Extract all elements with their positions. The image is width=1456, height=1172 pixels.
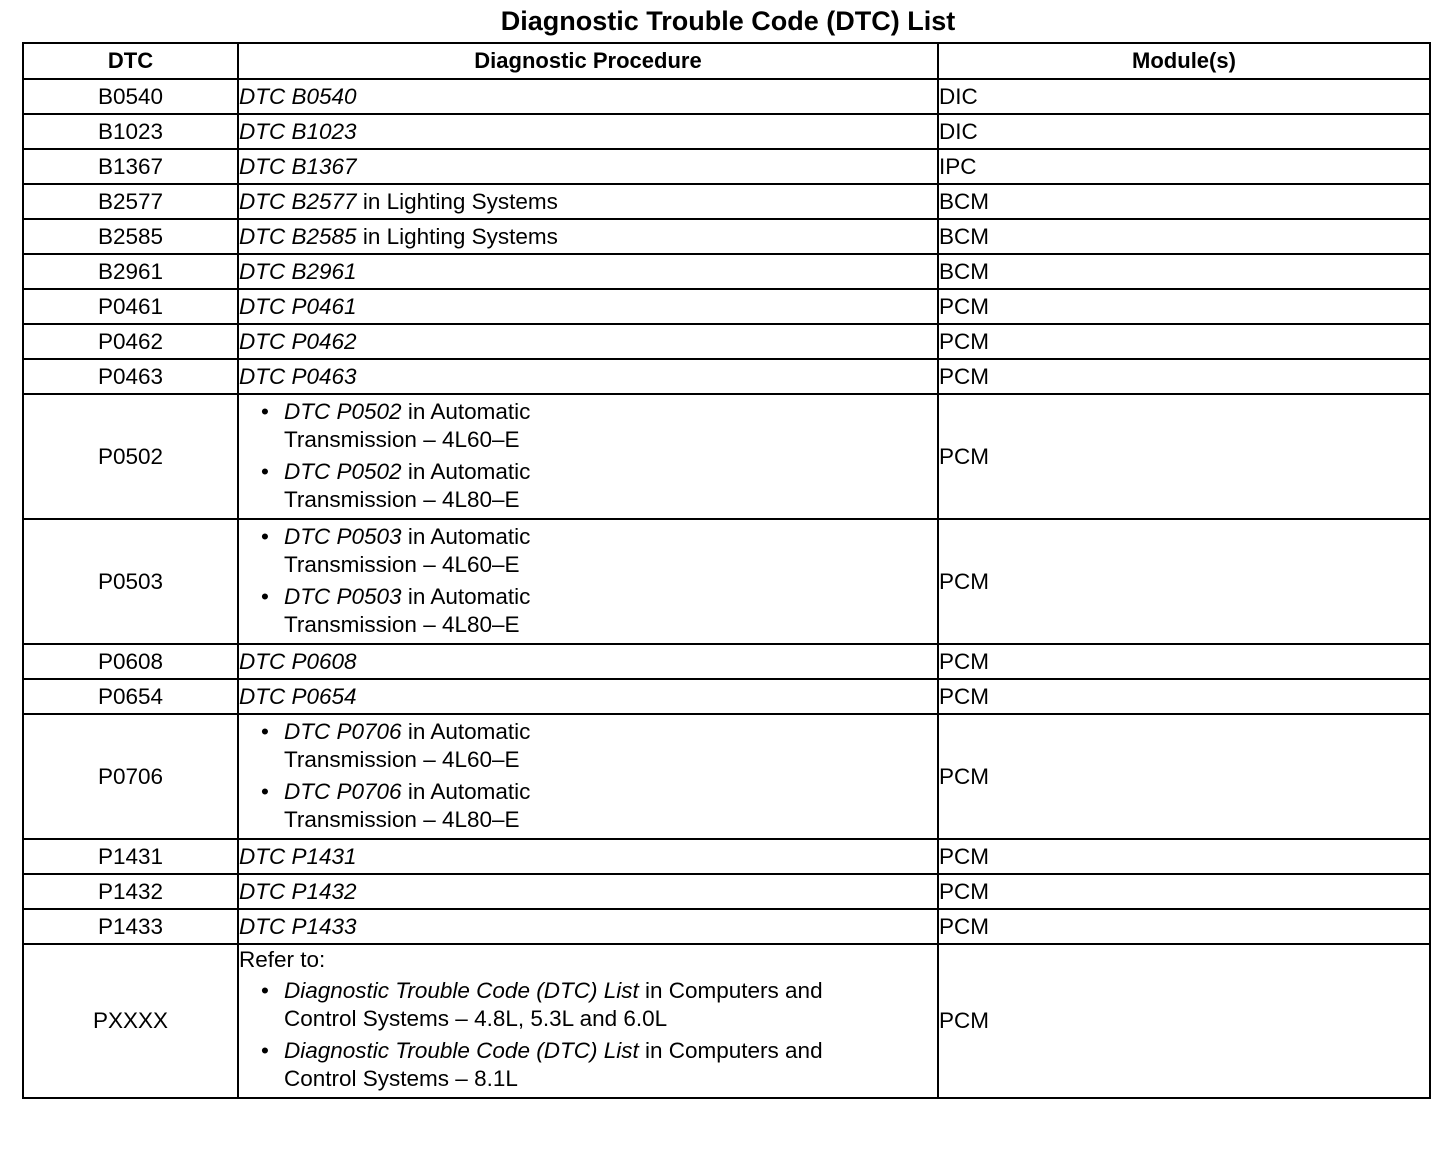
- procedure-cell: [238, 909, 938, 944]
- dtc-code: P0463: [23, 359, 238, 394]
- dtc-code: PXXXX: [23, 944, 238, 1098]
- procedure-cell: [238, 254, 938, 289]
- procedure-link[interactable]: DTC P0502: [284, 399, 402, 424]
- table-row: [23, 944, 1430, 1098]
- module-cell: BCM: [938, 219, 1430, 254]
- module-cell: DIC: [938, 79, 1430, 114]
- procedure-link[interactable]: DTC P1431: [239, 843, 357, 869]
- procedure-cell: [238, 679, 938, 714]
- list-item: • Diagnostic Trouble Code (DTC) List in Computers and Control Systems – 4.8L, 5.3L and 6.0L: [239, 977, 937, 1033]
- module-cell: PCM: [938, 839, 1430, 874]
- procedure-cell: [238, 114, 938, 149]
- dtc-code: P1433: [23, 909, 238, 944]
- procedure-link[interactable]: DTC B0540: [239, 83, 357, 109]
- procedure-link[interactable]: Diagnostic Trouble Code (DTC) List: [284, 1037, 639, 1063]
- module-cell: PCM: [938, 679, 1430, 714]
- procedure-link[interactable]: DTC P1433: [239, 913, 357, 939]
- table-row: [23, 254, 1430, 289]
- page-title: Diagnostic Trouble Code (DTC) List: [500, 6, 956, 36]
- procedure-cell: [238, 394, 938, 519]
- header-dtc: DTC: [23, 43, 238, 79]
- module-cell: PCM: [938, 289, 1430, 324]
- procedure-link[interactable]: DTC P0706: [284, 719, 402, 744]
- dtc-table: [22, 42, 1431, 1099]
- list-item: • Diagnostic Trouble Code (DTC) List in Computers and Control Systems – 8.1L: [239, 1037, 937, 1093]
- dtc-code: P0461: [23, 289, 238, 324]
- list-item: • DTC P0706 in Automatic Transmission – 4L80–E: [239, 778, 937, 834]
- procedure-link[interactable]: DTC B1023: [239, 118, 357, 144]
- procedure-suffix: in Lighting Systems: [362, 188, 558, 214]
- table-row: [23, 909, 1430, 944]
- procedure-cell: [238, 219, 938, 254]
- module-cell: PCM: [938, 394, 1430, 519]
- procedure-link[interactable]: DTC P0461: [239, 293, 357, 319]
- dtc-code: B2961: [23, 254, 238, 289]
- dtc-code: P0503: [23, 519, 238, 644]
- table-row: [23, 184, 1430, 219]
- table-row: [23, 874, 1430, 909]
- dtc-code: P0502: [23, 394, 238, 519]
- procedure-list: [239, 398, 937, 514]
- table-row: [23, 289, 1430, 324]
- procedure-link[interactable]: DTC P0503: [284, 524, 402, 549]
- procedure-link[interactable]: DTC B2585: [239, 223, 357, 249]
- procedure-cell: [238, 149, 938, 184]
- procedure-cell: [238, 519, 938, 644]
- procedure-cell: [238, 79, 938, 114]
- procedure-list: [239, 718, 937, 834]
- dtc-code: P1432: [23, 874, 238, 909]
- module-cell: PCM: [938, 519, 1430, 644]
- module-cell: IPC: [938, 149, 1430, 184]
- table-row: [23, 644, 1430, 679]
- procedure-cell: [238, 874, 938, 909]
- refer-to-label: Refer to:: [239, 946, 326, 972]
- module-cell: PCM: [938, 944, 1430, 1098]
- table-row: [23, 359, 1430, 394]
- header-modules: Module(s): [938, 43, 1430, 79]
- module-cell: PCM: [938, 644, 1430, 679]
- dtc-code: B2585: [23, 219, 238, 254]
- procedure-link[interactable]: DTC B1367: [239, 153, 357, 179]
- table-row: [23, 839, 1430, 874]
- module-cell: PCM: [938, 714, 1430, 839]
- module-cell: PCM: [938, 324, 1430, 359]
- table-row: [23, 714, 1430, 839]
- table-row: [23, 394, 1430, 519]
- procedure-list: [239, 523, 937, 639]
- procedure-link[interactable]: DTC P1432: [239, 878, 357, 904]
- procedure-cell: [238, 324, 938, 359]
- table-row: [23, 79, 1430, 114]
- list-item: • DTC P0706 in Automatic Transmission – 4L60–E: [239, 718, 937, 774]
- procedure-link[interactable]: DTC P0706: [284, 779, 402, 804]
- procedure-link[interactable]: DTC P0462: [239, 328, 357, 354]
- dtc-code: P0706: [23, 714, 238, 839]
- procedure-link[interactable]: DTC P0502: [284, 459, 402, 484]
- procedure-cell: [238, 359, 938, 394]
- module-cell: PCM: [938, 359, 1430, 394]
- header-procedure: Diagnostic Procedure: [238, 43, 938, 79]
- table-row: [23, 149, 1430, 184]
- procedure-link[interactable]: DTC P0503: [284, 584, 402, 609]
- dtc-code: B0540: [23, 79, 238, 114]
- module-cell: BCM: [938, 254, 1430, 289]
- procedure-link[interactable]: DTC P0463: [239, 363, 357, 389]
- procedure-suffix: in Lighting Systems: [362, 223, 558, 249]
- dtc-code: P1431: [23, 839, 238, 874]
- procedure-cell: [238, 644, 938, 679]
- list-item: • DTC P0502 in Automatic Transmission – 4L60–E: [239, 398, 937, 454]
- procedure-link[interactable]: Diagnostic Trouble Code (DTC) List: [284, 977, 639, 1003]
- procedure-link[interactable]: DTC P0654: [239, 683, 357, 709]
- table-row: [23, 324, 1430, 359]
- procedure-cell: [238, 944, 938, 1098]
- dtc-code: B1367: [23, 149, 238, 184]
- procedure-link[interactable]: DTC P0608: [239, 648, 357, 674]
- module-cell: DIC: [938, 114, 1430, 149]
- procedure-cell: [238, 714, 938, 839]
- procedure-cell: [238, 839, 938, 874]
- dtc-code: B2577: [23, 184, 238, 219]
- dtc-code: P0462: [23, 324, 238, 359]
- module-cell: BCM: [938, 184, 1430, 219]
- list-item: • DTC P0503 in Automatic Transmission – 4L80–E: [239, 583, 937, 639]
- list-item: • DTC P0503 in Automatic Transmission – 4L60–E: [239, 523, 937, 579]
- table-row: [23, 679, 1430, 714]
- module-cell: PCM: [938, 909, 1430, 944]
- procedure-cell: [238, 184, 938, 219]
- dtc-code: B1023: [23, 114, 238, 149]
- procedure-list: [239, 977, 937, 1093]
- procedure-link[interactable]: DTC B2961: [239, 258, 357, 284]
- dtc-code: P0608: [23, 644, 238, 679]
- table-row: [23, 219, 1430, 254]
- list-item: • DTC P0502 in Automatic Transmission – 4L80–E: [239, 458, 937, 514]
- procedure-cell: [238, 289, 938, 324]
- table-row: [23, 114, 1430, 149]
- module-cell: PCM: [938, 874, 1430, 909]
- table-row: [23, 519, 1430, 644]
- procedure-link[interactable]: DTC B2577: [239, 188, 357, 214]
- table-header-row: [23, 43, 1430, 79]
- dtc-code: P0654: [23, 679, 238, 714]
